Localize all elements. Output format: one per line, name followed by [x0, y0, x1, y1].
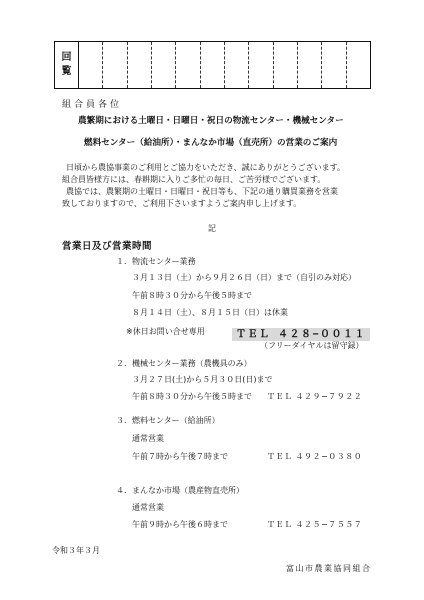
item2-tel: ＴＥＬ ４２９−７９２２ — [267, 392, 363, 401]
item3-status: 通常営業 — [132, 434, 164, 443]
intro-line-4: 致しておりますので、ご利用下さいますようご案内申し上げます。 — [62, 199, 302, 208]
intro-line-3: 農協では、農繁期の土曜日・日曜日・祝日等も、下記の通り購買業務を営業 — [66, 187, 338, 196]
circulation-cell — [249, 42, 273, 88]
inquiry-tel-value: ＴＥＬ ４２８−００１１ — [232, 328, 370, 341]
addressee: 組合員各位 — [62, 100, 123, 110]
item1-hours: 午前８時３０分から午後５時まで — [132, 291, 252, 300]
item4-tel: ＴＥＬ ４２５−７５５７ — [267, 520, 363, 529]
title-line-1: 農繁期における土曜日・日曜日・祝日の物流センター・機械センター — [78, 116, 344, 126]
item1-freedial-note: （フリーダイヤルは留守録） — [260, 341, 364, 350]
item3-heading: ３．燃料センター（給油所） — [116, 416, 220, 425]
item3-hours: 午前７時から午後７時まで — [132, 452, 228, 461]
circulation-cell — [298, 42, 322, 88]
circulation-cell — [152, 42, 176, 88]
ki-mark: 記 — [208, 224, 216, 233]
circulation-cell — [274, 42, 298, 88]
item1-closed: ８月１４日（土）、８月１５日（日）は休業 — [132, 308, 288, 317]
item1-inquiry-tel — [232, 322, 370, 341]
circulation-table — [54, 41, 371, 89]
circulation-label-2: 覧 — [61, 66, 72, 77]
item1-inquiry-label: ※休日お問い合せ専用 — [126, 327, 205, 336]
item4-status: 通常営業 — [132, 503, 164, 512]
circulation-cell — [176, 42, 200, 88]
circulation-label-1: 回 — [61, 52, 72, 63]
circulation-cell — [103, 42, 127, 88]
circulation-cell — [225, 42, 249, 88]
item4-heading: ４．まんなか市場（農産物直売所） — [116, 486, 244, 495]
section-title: 営業日及び営業時間 — [62, 241, 153, 252]
circulation-cell — [79, 42, 103, 88]
circulation-cell — [128, 42, 152, 88]
issue-date: 令和３年３月 — [52, 546, 100, 555]
item4-hours: 午前９時から午後６時まで — [132, 520, 228, 529]
item2-hours: 午前８時３０分から午後５時まで — [132, 392, 252, 401]
circulation-cell — [347, 42, 370, 88]
circulation-cell — [322, 42, 346, 88]
circulation-header — [55, 42, 79, 88]
intro-line-1: 日頃から農協事業のご利用とご協力をいただき、誠にありがとうございます。 — [66, 163, 346, 172]
item1-heading: １．物流センター業務 — [116, 257, 196, 266]
item2-heading: ２．機械センター業務（農機具のみ） — [116, 359, 252, 368]
circulation-cell — [201, 42, 225, 88]
issuer-name: 富山市農業協同組合 — [286, 564, 372, 573]
item2-period: ３月２７日(土)から５月３０日(日)まで — [132, 375, 273, 384]
item1-period: ３月１３日（土）から９月２６日（日）まで（自引のみ対応） — [132, 273, 356, 282]
item3-tel: ＴＥＬ ４９２−０３８０ — [267, 452, 363, 461]
intro-line-2: 組合員皆様方には、春耕期に入りご多忙の毎日、ご苦労様でございます。 — [62, 175, 326, 184]
title-line-2: 燃料センター（給油所）・まんなか市場（直売所）の営業のご案内 — [84, 138, 338, 148]
